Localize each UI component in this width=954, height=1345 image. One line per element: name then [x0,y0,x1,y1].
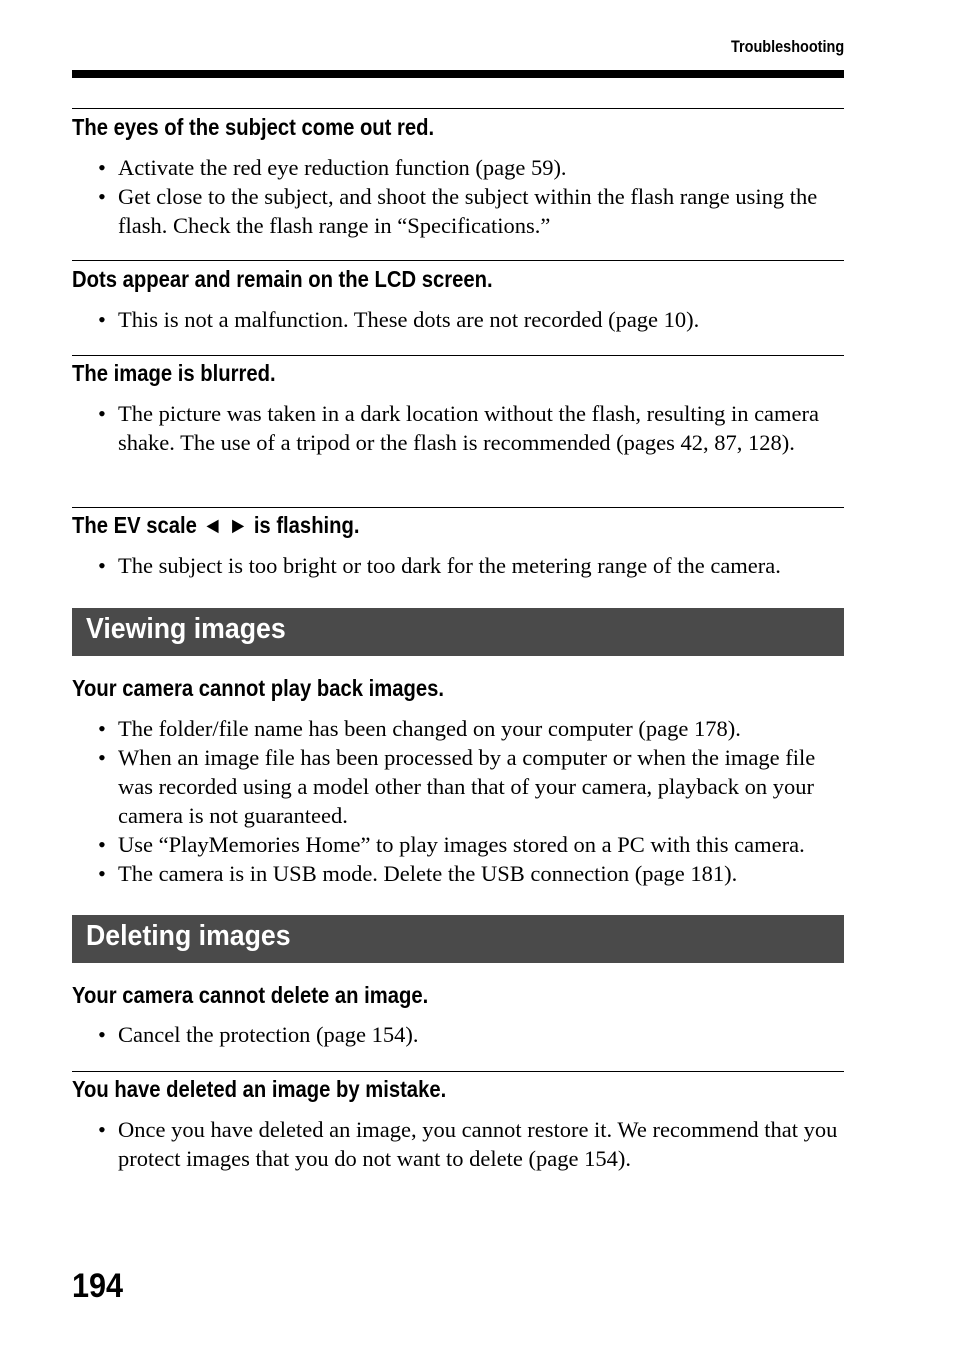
bullet-icon: • [98,401,106,426]
list-item-text: This is not a malfunction. These dots are not recorded (page 10). [118,307,700,332]
list-item-text: The folder/file name has been changed on your computer (page 178). [118,716,741,741]
topic-title: The eyes of the subject come out red. [72,114,435,140]
topic-divider [72,260,844,261]
bullet-list [98,399,848,457]
list-item [98,153,848,182]
topic-title: Your camera cannot delete an image. [72,982,429,1008]
section-header-deleting [72,915,844,963]
topic-title: The EV scale ◄ ► is flashing. [72,512,360,538]
bullet-icon: • [98,155,106,180]
list-item-text: Once you have deleted an image, you cannot restore it. We recommend that you protect images that you do not want to delete (page 154). [118,1117,838,1171]
list-item [98,1115,848,1173]
topic-title: The image is blurred. [72,360,276,386]
list-item [98,182,848,240]
topic-title: You have deleted an image by mistake. [72,1076,447,1102]
running-head: Troubleshooting [730,37,844,56]
section-header-viewing [72,608,844,656]
topic-title: Dots appear and remain on the LCD screen. [72,266,493,292]
list-item [98,830,848,859]
bullet-list [98,714,848,888]
bullet-list [98,153,848,240]
list-item-text: The subject is too bright or too dark for the metering range of the camera. [118,553,781,578]
bullet-list [98,1020,848,1049]
page-number: 194 [72,1267,124,1305]
list-item-text: When an image file has been processed by a computer or when the image file was recorded using a model other than that of your camera, playback on your camera is not guaranteed. [118,745,816,828]
list-item-text: The picture was taken in a dark location without the flash, resulting in camera shake. The use of a tripod or the flash is recommended (pages 42, 87, 128). [118,401,820,455]
bullet-icon: • [98,184,106,209]
bullet-icon: • [98,832,106,857]
list-item-text: Cancel the protection (page 154). [118,1022,419,1047]
list-item [98,743,848,830]
section-title: Viewing images [86,613,286,645]
bullet-list [98,551,848,580]
list-item [98,305,848,334]
bullet-list [98,1115,848,1173]
bullet-icon: • [98,745,106,770]
list-item-text: The camera is in USB mode. Delete the USB connection (page 181). [118,861,738,886]
list-item [98,859,848,888]
list-item-text: Activate the red eye reduction function (page 59). [118,155,567,180]
list-item [98,714,848,743]
list-item [98,1020,848,1049]
topic-title: Your camera cannot play back images. [72,675,444,701]
list-item [98,551,848,580]
list-item [98,399,848,457]
bullet-icon: • [98,1022,106,1047]
bullet-icon: • [98,307,106,332]
bullet-icon: • [98,861,106,886]
bullet-list [98,305,848,334]
list-item-text: Use “PlayMemories Home” to play images stored on a PC with this camera. [118,832,805,857]
bullet-icon: • [98,1117,106,1142]
topic-divider [72,355,844,356]
topic-divider [72,507,844,508]
topic-divider [72,108,844,109]
section-title: Deleting images [86,920,291,952]
bullet-icon: • [98,716,106,741]
bullet-icon: • [98,553,106,578]
topic-divider [72,1071,844,1072]
header-rule [72,70,844,78]
list-item-text: Get close to the subject, and shoot the subject within the flash range using the flash. Check the flash range in “Specifications.” [118,184,818,238]
